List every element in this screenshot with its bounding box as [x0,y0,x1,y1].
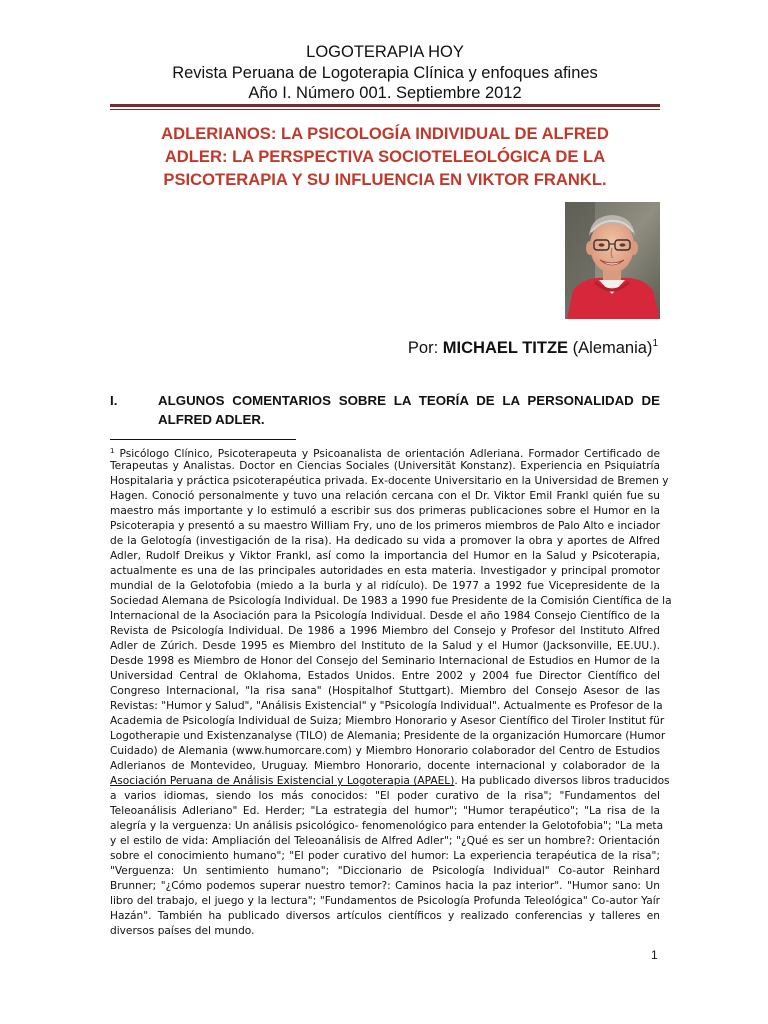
journal-subtitle: Revista Peruana de Logoterapia Clínica y enfoques afines [172,63,598,82]
footnote-line: Teleoanálisis Adleriano" Ed. Herder; "La estrategia del humor"; "Humor terapéutico"; "La risa de la [110,805,660,817]
footnote-line: Revistas: "Humor y Salud", "Análisis Existencial" y "Psicología Individual". Actualmente es Profesor de la [110,700,663,712]
footnote-line: y el estilo de vida: Ampliación del Teleoanálisis de Alfred Adler"; "¿Qué es ser un hombre?: Orientación [110,835,660,847]
article-title-line: ADLER: LA PERSPECTIVA SOCIOTELEOLÓGICA DE LA [164,147,606,166]
footnote-line: Brunner; "¿Cómo podemos superar nuestro temor?: Caminos hacia la paz interior". "Humor sano: Un [110,880,660,892]
author-photo [565,202,660,319]
footnote-separator [110,439,296,440]
footnote-line: Congreso Internacional, "la risa sana" (Hospitalhof Stuttgart). Miembro del Consejo Asesor de las [110,685,660,697]
footnote-line: Adler, Rudolf Dreikus y Viktor Frankl, así como la importancia del Humor en la Salud y Psicoterapia, [110,550,660,562]
footnote-line: Asociación Peruana de Análisis Existencial y Logoterapia (APAEL). Ha publicado diversos libros traducidos [110,775,670,787]
page-number: 1 [651,948,658,962]
article-title [112,122,658,191]
author-country: (Alemania) [568,339,653,357]
footnote-line: Terapeutas y Analistas. Doctor en Ciencias Sociales (Universität Konstanz). Experiencia en Psiquiatría [110,460,660,472]
footnote-line: de la Gelotogía (investigación de la risa). Ha dedicado su vida a promover la obra y aportes de Alfred [110,535,660,547]
byline-prefix: Por: [407,339,443,357]
footnote-line: Hagen. Conoció personalmente y tuvo una relación cercana con el Dr. Viktor Emil Frankl quién fue su [110,490,660,502]
article-title-line: ADLERIANOS: LA PSICOLOGÍA INDIVIDUAL DE ALFRED [161,124,609,143]
header-rule-thick [110,104,660,107]
section-title: ALGUNOS COMENTARIOS SOBRE LA TEORÍA DE LA PERSONALIDAD DE ALFRED ADLER. [158,393,660,427]
journal-issue: Año I. Número 001. Septiembre 2012 [248,84,522,102]
footnote-line: libro del trabajo, el juego y la lectura"; "Fundamentos de Psicología Profunda Teleológica" Co-autor Yaír [110,895,660,907]
footnote-line: Psicoterapia y presentó a su maestro William Fry, uno de los primeros miembros de Palo Alto e inciador [110,520,660,532]
footnote-line: Hospitalaria y práctica psicoterapéutica privada. Ex-docente Universitario en la Universidad de Bremen y [110,475,669,487]
footnote-line: Academia de Psicología Individual de Suiza; Miembro Honorario y Asesor Científico del Tiroler Institut für [110,715,665,727]
footnote-line: Cuidado) de Alemania (www.humorcare.com) y Miembro Honorario colaborador del Centro de Estudios [110,745,660,757]
section-number: I. [110,393,118,408]
header-rule-thin [110,109,660,110]
author-name: MICHAEL TITZE [442,339,569,357]
footnote-reference[interactable]: 1 [652,338,658,349]
footnote-line: alegría y la verguenza: Un análisis psicológico- fenomenológico para entender la Gelotofobia"; "La meta [110,820,664,832]
journal-header [110,42,660,104]
footnote-line: Adler de Zúrich. Desde 1995 es Miembro del Instituto de la Salud y el Humor (Jacksonville, EE.UU.). [110,640,660,652]
footnote-marker: 1 [110,447,115,455]
footnote-line: "Verguenza: Un sentimiento humano"; "Diccionario de Psicología Individual" Co-autor Reinhard [110,865,660,877]
footnote-line: $^1$ Psicólogo Clínico, Psicoterapeuta y Psicoanalista de orientación Adleriana. Formador Certificado de [110,447,660,460]
footnote-line: diversos países del mundo. [110,925,255,937]
footnote-line: Universidad Central de Oklahoma, Estados Unidos. Entre 2002 y 2004 fue Director Científico del [110,670,660,682]
journal-name: LOGOTERAPIA HOY [306,43,464,61]
footnote-line: Sociedad Alemana de Psicología Individual. De 1983 a 1990 fue Presidente de la Comisión Científica de la [110,595,672,607]
footnote-line: Revista de Psicología Individual. De 1986 a 1996 Miembro del Consejo y Profesor del Instituto Alfred [110,625,660,637]
footnote-line: Hazán". También ha publicado diversos artículos científicos y realizado conferencias y talleres en [110,910,660,922]
apael-link[interactable]: Asociación Peruana de Análisis Existencial y Logoterapia (APAEL) [110,775,455,787]
author-byline [408,338,658,358]
footnote-line: maestro más importante y lo estimuló a escribir sus dos primeras publicaciones sobre el Humor en la [110,505,660,517]
footnote-line: actualmente es una de las principales autoridades en esta materia. Investigador y principal promotor [110,565,660,577]
footnote-line: a varios idiomas, siendo los más conocidos: "El poder curativo de la risa"; "Fundamentos del [110,790,660,802]
footnote [110,444,672,939]
footnote-line: Logotherapie und Existenzanalyse (TILO) de Alemania; Presidente de la organización Humorcare (Humor [110,730,666,742]
author-portrait-icon [565,202,660,319]
article-title-line: PSICOTERAPIA Y SU INFLUENCIA EN VIKTOR FRANKL. [163,170,607,189]
footnote-line: sobre el conocimiento humano"; "El poder curativo del humor: La experiencia terapéutica de la risa"; [110,850,660,862]
footnote-line: mundial de la Gelotofobia (miedo a la burla y al ridículo). De 1977 a 1992 fue Vicepresidente de la [110,580,660,592]
footnote-line: Adlerianos de Montevideo, Uruguay. Miembro Honorario, docente internacional y colaborador de la [110,760,660,772]
footnote-line: Desde 1998 es Miembro de Honor del Consejo del Seminario Internacional de Estudios en Humor de la [110,655,660,667]
footnote-line: Internacional de la Asociación para la Psicología Individual. Desde el año 1984 Consejo Científico de la [110,610,660,622]
